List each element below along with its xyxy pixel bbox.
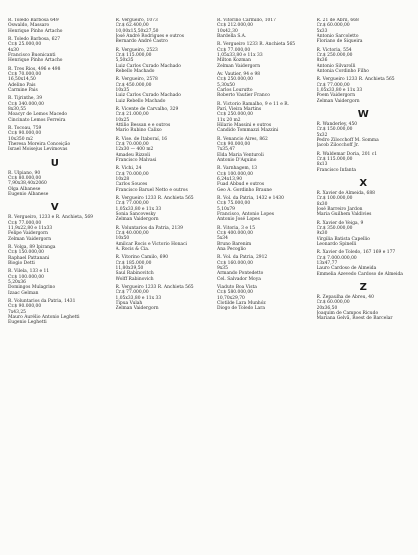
entry-line: Hilario Massini e outros [217,122,272,128]
entry-address: R. Toledo Barbosa, 627 [8,37,61,43]
property-entry [217,255,311,281]
entry-line: 1,05x33,80 e 11x 33 [316,87,363,93]
entry-address: R. Volga, 89 Ipiranga [8,245,56,251]
entry-line: Felipe Vaidergorn [8,231,49,237]
property-entry [217,102,311,134]
entry-line: Cr.$ 25.000,00 [8,42,42,48]
entry-line: 6x13 [316,162,328,168]
entry-address: R. Vise. de Itaboraí, 16 [115,136,168,142]
entry-line: 1,05x33,80 e 11x 33 [217,52,263,58]
entry-line: 10,70x29,70 [217,295,245,301]
entry-address: Av. Vautier, 94 e 98 [217,72,261,78]
entry-line: 13x47,77 [316,261,338,266]
entry-line: Luiz Carlos Curado Machado [115,93,181,99]
entry-line: José Barreiro Jardon [316,206,363,212]
entry-line: 1,05x33,80 e 11x 33 [115,206,162,212]
entry-address: R. Victorio Ramalho, 9 e 11 e R. [217,101,289,107]
entry-address: R. Vichi, 24 [115,166,142,172]
entry-line: Cr.$ 160.000,00 [217,260,253,266]
entry-address: R. Venancio Aires, 862 [217,136,268,142]
entry-gap [217,312,311,315]
entry-address: R. Vergueiro 1233 R. Anchieta 565 [115,196,194,202]
entry-line: 12x30 — 400 m2 [115,147,154,153]
property-entry [217,166,311,192]
entry-line: Zelman Vaidergorn [8,236,52,242]
entry-address: R. Xavier de Toledo, 167 169 e 177 [316,250,396,256]
entry-address: R. Waldemar Doria, 201 c1 [316,151,378,157]
property-entry [217,72,311,98]
entry-line: Luiz Rebello Machado [115,98,166,104]
entry-address: R. Vergueiro, 1073 [115,18,158,23]
entry-line: Cr.$ 150.000,00 [316,127,353,133]
property-entry [8,126,102,152]
entry-line: 10x350 m2 [8,136,33,142]
entry-line: Cr.$ 90.000,00 [8,131,42,137]
entry-line: Olga Albanese [8,186,41,192]
entry-line: 5x34 [217,236,228,242]
text-column [317,18,411,329]
entry-address: R. Ulpiano, 90 [8,170,41,176]
entry-line: Milton Kozman [217,58,251,64]
entry-gap [317,104,411,107]
entry-line: Wolff Rabinovich [115,276,154,282]
entry-line: Antonio Sarcoletto [316,33,359,39]
entry-line: Francisco Infanta [316,167,357,173]
entry-line: Fuad Abbud e outros [217,182,265,188]
property-entry [8,171,102,197]
entry-line: Cr.$ 80.000,00 [8,176,42,182]
entry-line: 10x25 [115,117,130,123]
entry-line: 20x36,50 [316,305,338,311]
entry-line: Cr.$ 77.000,00 [115,290,149,296]
entry-line: Izaac Gelman [8,290,39,296]
entry-line: Cr.$ 7.000.000,00 [316,255,357,261]
entry-line: Attilio Bessan e e outros [115,122,171,128]
entry-address: R. Vergueiro, 2578 [115,77,158,83]
entry-line: Emmelia Azevedo Cardoso de Almeida [316,271,403,277]
entry-line: Lauro Cardoso de Almeida [316,266,377,272]
entry-line: Cr.$ 77.000,00 [115,201,149,207]
entry-address: R. Voluntarios da Patria, 2139 [115,225,183,231]
entry-line: 9x35 [217,265,228,271]
entry-address: R. Toledo Barbosa 649 [8,18,59,23]
entry-line: 5,20x36 [8,280,26,286]
entry-line: 6x30 [316,201,328,207]
entry-line: Poem Vaidergorn [316,93,356,99]
entry-address: R. Victoria, 554 [316,47,352,53]
entry-line: Cr.$ 77.000,00 [8,220,42,226]
entry-address: R. Vergueiro 1233 R. Anchieta 565 [217,42,296,48]
entry-line: Cr.$ 21.000,00 [115,112,149,118]
entry-line: 8x30,55 [8,107,26,113]
text-column [8,18,102,329]
entry-line: 6,24x13,90 [217,176,243,182]
section-letter-heading: U [50,157,59,169]
entry-address: R. Vergueiro 1233 R. Anchieta 565 [115,285,194,291]
property-entry [317,295,411,321]
property-entry [116,137,210,163]
property-entry [8,299,102,325]
entry-line: Cr.$ 77.000,00 [316,82,350,88]
property-entry [116,48,210,74]
entry-line: 5,30x50 [217,82,235,88]
entry-line: A. Rocis & Cia. [115,246,150,252]
entry-line: 10,00x15,50x27,50 [115,28,159,34]
section-letter-heading: Z [359,282,367,294]
entry-line: 10x35 [115,87,130,93]
entry-address: R. Vitoria, 3 e 15 [217,225,256,231]
entry-line: Mariana Gelvã, Roest de Barcelar [316,316,393,322]
property-entry [317,221,411,247]
entry-line: Cr.$ 250.000,00 [217,112,253,118]
entry-address: R. Zepaulha de Abreu, 40 [316,295,374,301]
entry-line: Pedro Zilocchoff M. Somma [316,137,379,143]
entry-address: R. Xavier de Veiga, 9 [316,220,364,226]
entry-line: Cr.$ 115.000,00 [316,156,353,162]
entry-line: Cr.$ 400.000,00 [217,231,253,236]
entry-line: Joaquim de Campos Ricudo [316,310,379,316]
entry-address: R. Xavier de Almeida, 688 [316,191,375,197]
entry-line: Cr.$ 70.000,00 [8,72,42,78]
entry-line: Henrique Pinho Artacho [8,58,63,64]
entry-line: Cr.$ 212.000,00 [217,23,253,29]
entry-line: 10x28 [115,176,130,182]
property-entry [317,18,411,44]
entry-line: 7x35,47 [217,147,235,153]
property-entry [116,226,210,252]
entry-line: 10x50 [115,236,130,242]
entry-gap [8,153,102,156]
entry-line: Leonardo Spinelli [316,241,357,247]
entry-line: Mauro Aurélio Antonio Leghetti [8,315,80,321]
entry-line: Carlos Souces [115,182,148,188]
entry-line: Bardella S.A. [217,33,247,39]
entry-line: 7,90x38,40x2060 [8,181,47,187]
entry-line: 11x 20 m2 [217,117,241,123]
entry-line: Cr.$ 90.000,00 [8,304,42,310]
property-entry [317,77,411,103]
entry-line: Bernardo André Castro [115,39,168,45]
entry-line: Zelman Vaidergorn [115,217,159,223]
entry-line: Francisco Buonicanti [8,52,56,58]
entry-gap [8,326,102,329]
entry-line: Cr.$ 340.000,00 [8,101,44,107]
entry-line: Geo A. Gordinho Braune [217,187,272,193]
entry-line: Cr.$ 250.000,00 [316,52,353,58]
entry-line: 5x33 [316,28,328,34]
entry-line: Diogo de Toledo Lara [217,306,265,312]
entry-line: Cr.$ 70.000,00 [115,141,149,147]
entry-gap [116,312,210,315]
entry-address: R. Vilela, 133 e 11 [8,269,50,275]
entry-line: 5,10x79 [217,206,235,212]
entry-line: Rebello Machado [115,68,155,74]
property-entry [8,96,102,122]
entry-line: Virgilia Batista Capellio [316,236,370,242]
entry-line: Domingos Mulagrino [8,285,56,291]
entry-line: Zelman Vaidergorn [217,63,261,69]
property-entry [116,255,210,281]
entry-line: Adelino Pais [8,82,36,88]
entry-line: Zelman Vaidergorn [115,306,159,312]
entry-line: Luiz Carlos Curado Machado [115,63,181,69]
entry-line: Raphael Pattanani [8,255,50,261]
entry-address: R. 21 de Abril, 668 [316,18,359,23]
entry-line: Eugenio Albanese [8,191,49,197]
entry-line: Cr.$ 70.000,00 [115,171,149,177]
property-entry [116,166,210,192]
entry-line: 4x30 [8,47,19,53]
entry-line: Candido Tommazzi Mazzini [217,128,279,134]
entry-line: Parí, Vieira Martins [217,107,262,113]
entry-line: Roberto Vautier Franco [217,93,270,99]
entry-line: Cr.$ 100.000,00 [8,274,44,280]
entry-line: Antonio José Lopes [217,217,260,223]
entry-line: Antonio D'Aquino [217,157,257,163]
entry-address: R. Vergueiro 1233 R. Anchieta 565 [316,77,395,83]
entry-address: R. Vitorino Camilo, 690 [115,255,169,261]
entry-line: Cr.$ 580.000,00 [217,290,253,296]
entry-gap [317,322,411,325]
entry-line: Cr.$ 100.000,00 [217,171,253,177]
entry-line: José André Rodrigues e outros [115,33,185,39]
entry-address: R. Vol. da Patria, 1432 e 1430 [217,196,284,202]
entry-address: R. Vergueiro, 2523 [115,47,158,53]
property-entry [217,137,311,163]
section-letter-heading: X [359,178,368,190]
entry-address: R. Wanderley, 450 [316,122,358,128]
entry-line: Israel Moisejus Levimovas [8,147,68,153]
entry-line: Sonia Sancovesky [115,211,156,217]
entry-address: R. Tocoau, 759 [8,126,42,132]
entry-line: Biogio Detti [8,261,35,266]
entry-line: Cr.$ 350.000,00 [316,226,353,232]
entry-line: Tipua Vulah [115,300,143,306]
property-entry [8,37,102,63]
text-column [217,18,311,329]
entry-line: Cel. Salvador Moya [217,276,261,282]
entry-line: Eugenio Leghetti [8,320,47,326]
section-letter-heading: V [50,202,59,214]
property-entry [317,122,411,148]
entry-line: 11,80x39,50 [115,265,144,271]
property-entry [217,226,311,252]
entry-address: R. Tijrinthe, 39 [8,96,43,102]
entry-line: 7x43,25 [8,309,26,315]
property-entry [8,215,102,241]
entry-line: Oswaldo, Massaro [8,23,50,29]
entry-line: 11,9x22,80 e 11x33 [8,226,53,232]
entry-line: Amadeu Rizzoli [115,152,151,158]
entry-line: 10x42,30 [217,28,238,34]
entry-line: Henrique Pinho Artacho [8,28,63,34]
entry-line: 1,05x33,80 e 11x 33 [115,295,162,301]
entry-line: Carmine Pais [8,87,38,93]
entry-line: Saul Rabinovitch [115,271,154,277]
entry-address: R. Varnhagem, 13 [217,166,258,172]
property-entry [317,191,411,217]
entry-line: Cr.$ 250.000,00 [217,77,253,83]
entry-line: Amilcar Rocis e Victorio Honaci [115,241,187,247]
entry-line: 8x36 [316,58,328,64]
entry-line: Antonia Cordinho Filho [316,68,369,74]
entry-line: Cr.$ 62.400,00 [115,23,149,29]
entry-line: Moacyr de Lemos Macedo [8,112,68,118]
entry-line: Cr.$ 40.000,00 [115,231,149,236]
entry-line: Cr.$ 60.000,00 [316,300,350,306]
entry-address: R. Vitorino Carmillo, 1017 [217,18,276,23]
entry-address: R. Voluntarios da Patria, 1431 [8,299,76,305]
entry-line: Cincinato Lemos Ferreira [8,117,66,123]
entry-line: Elda Maria Venturoli [217,152,264,158]
entry-line: Maria Guilhem Valdivies [316,212,372,218]
entry-line: Zelman Vaidergorn [316,98,360,104]
section-letter-heading: W [357,109,369,121]
entry-line: Jacob Zilocchoff Jr. [316,143,359,149]
property-entry [116,77,210,103]
entry-line: 5,50x35 [115,58,134,64]
entry-address: R. Vol. da Patria, 2912 [217,255,268,261]
text-column [116,18,210,329]
entry-line: Theresa Moreira Conceição [8,141,71,147]
entry-gap [317,277,411,280]
column-container [8,18,410,329]
entry-line: Francisco Baruel Netto e outros [115,187,188,193]
entry-line: Ana Pecoglio [217,246,246,252]
entry-gap [8,197,102,200]
property-entry [317,48,411,74]
entry-line: Cr.$ 75.000,00 [217,201,251,207]
entry-line: Floriano de Siqueira [316,39,363,45]
entry-address: R. Tres Rios, 496 e 498 [8,66,61,72]
entry-line: Antonio Silvarolli [316,63,356,69]
entry-address: R. Vicente de Carvalho, 329 [115,107,179,113]
entry-line: Francisco Malvasi [115,157,157,163]
property-entry [317,250,411,276]
property-entry [116,285,210,311]
property-entry [116,18,210,44]
entry-line: Cr.$ 90.000,00 [217,141,251,147]
property-entry [8,67,102,93]
entry-line: Cr.$ 185.000,00 [115,260,152,266]
entry-line: Cr.$ 100.000,00 [316,196,353,202]
property-entry [8,18,102,34]
entry-line: Cr.$ 115.000,00 [115,52,152,58]
entry-line: 5x32 [316,132,328,138]
property-entry [8,245,102,266]
entry-line: Mario Rubino Calixo [115,128,162,134]
property-entry [217,196,311,222]
property-entry [217,18,311,39]
entry-line: 9x30 [316,231,328,237]
property-entry [317,152,411,173]
property-entry [217,42,311,68]
entry-address: R. Vergueiro, 1233 e R. Anchieta, 569 [8,215,93,221]
entry-address: Viaduto Boa Vista [217,285,257,291]
property-entry [8,269,102,295]
entry-line: Bruno Barenim [217,241,252,247]
property-entry [116,196,210,222]
entry-line: Clotilde Lara Munhóz [217,300,266,306]
entry-line: Cr.$ 150.000,00 [8,250,44,256]
entry-line: Carlos Lourutto [217,87,253,93]
entry-line: 16,50x14,50 [8,77,36,83]
entry-line: Cr.$ 450.000,00 [115,82,152,88]
entry-gap [317,173,411,176]
entry-line: Cr.$ 60.000,00 [316,23,350,29]
entry-line: Cr.$ 77.000,00 [217,47,251,53]
entry-line: Armando Pontedetto [217,271,264,277]
entry-line: Francisco, Antonio Lopes [217,211,274,217]
property-entry [116,107,210,133]
property-entry [217,285,311,311]
